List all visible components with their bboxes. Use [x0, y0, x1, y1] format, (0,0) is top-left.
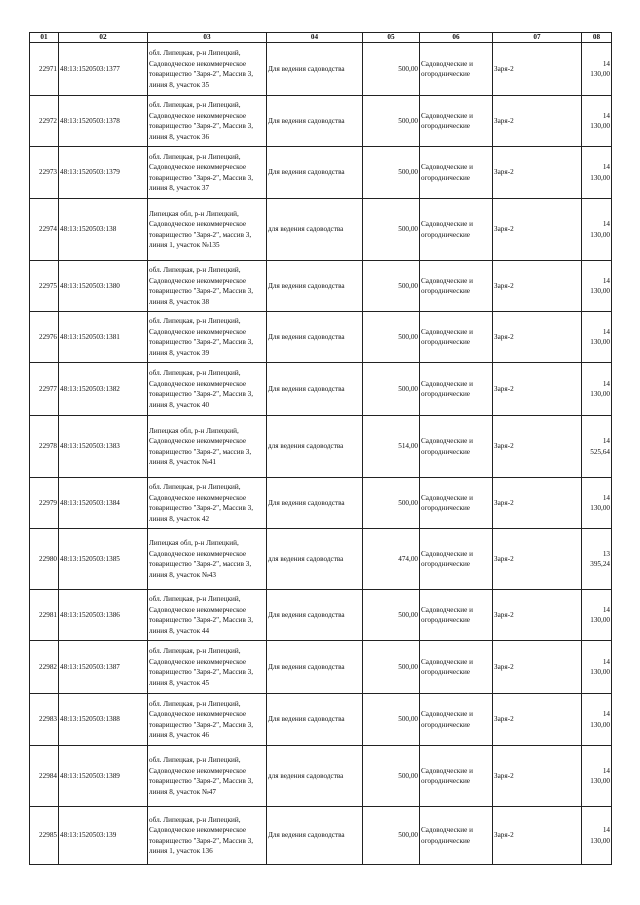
cadastral-value-cell: 14 130,00	[582, 261, 612, 312]
address-cell	[148, 529, 267, 590]
row-number-cell: 22975	[30, 261, 59, 312]
address-text: обл. Липецкая, р-н Липецкий, Садоводческое некоммерческое товарищество "Заря-2", Массив 3, линия 8, участок 38	[149, 266, 254, 306]
area-value-cell: 500,00	[363, 478, 420, 529]
land-category-cell: Садоводческие и огороднические	[420, 529, 493, 590]
address-cell	[148, 807, 267, 865]
row-number-cell: 22980	[30, 529, 59, 590]
land-category-cell: Садоводческие и огороднические	[420, 261, 493, 312]
cadastral-value-cell: 14 130,00	[582, 147, 612, 199]
cadastral-value-cell: 14 130,00	[582, 363, 612, 416]
address-text: Липецкая обл, р-н Липецкий, Садоводческое некоммерческое товарищество "Заря-2", массив 3, линия 8, участок №43	[149, 539, 252, 579]
area-value-cell: 500,00	[363, 363, 420, 416]
address-cell	[148, 694, 267, 746]
row-number-cell: 22978	[30, 416, 59, 478]
row-number-cell: 22982	[30, 641, 59, 694]
cadastral-number-cell: 48:13:1520503:1383	[59, 416, 148, 478]
address-cell	[148, 590, 267, 641]
row-number-cell: 22981	[30, 590, 59, 641]
partnership-name-cell: Заря-2	[493, 312, 582, 363]
area-value-cell: 500,00	[363, 694, 420, 746]
partnership-name-cell: Заря-2	[493, 478, 582, 529]
land-category-cell: Садоводческие и огороднические	[420, 478, 493, 529]
land-category-cell: Садоводческие и огороднические	[420, 199, 493, 261]
permitted-use-cell: Для ведения садоводства	[267, 43, 363, 96]
land-category-cell: Садоводческие и огороднические	[420, 363, 493, 416]
column-header-08: 08	[582, 33, 612, 43]
partnership-name-cell: Заря-2	[493, 807, 582, 865]
permitted-use-cell: Для ведения садоводства	[267, 261, 363, 312]
cadastral-value-cell: 14 130,00	[582, 199, 612, 261]
area-value-cell: 500,00	[363, 147, 420, 199]
table-row	[30, 694, 612, 746]
table-row	[30, 96, 612, 147]
address-text: обл. Липецкая, р-н Липецкий, Садоводческое некоммерческое товарищество "Заря-2", Массив 3, линия 8, участок 37	[149, 152, 254, 192]
permitted-use-cell: для ведения садоводства	[267, 529, 363, 590]
area-value-cell: 500,00	[363, 199, 420, 261]
table-row	[30, 261, 612, 312]
land-category-cell: Садоводческие и огороднические	[420, 416, 493, 478]
land-category-cell: Садоводческие и огороднические	[420, 746, 493, 807]
address-text: Липецкая обл, р-н Липецкий, Садоводческое некоммерческое товарищество "Заря-2", массив 3, линия 1, участок №135	[149, 209, 252, 249]
partnership-name-cell: Заря-2	[493, 746, 582, 807]
cadastral-number-cell: 48:13:1520503:1381	[59, 312, 148, 363]
partnership-name-cell: Заря-2	[493, 96, 582, 147]
partnership-name-cell: Заря-2	[493, 261, 582, 312]
area-value-cell: 500,00	[363, 312, 420, 363]
row-number-cell: 22974	[30, 199, 59, 261]
row-number-cell: 22973	[30, 147, 59, 199]
cadastral-number-cell: 48:13:1520503:1384	[59, 478, 148, 529]
cadastral-number-cell: 48:13:1520503:1389	[59, 746, 148, 807]
area-value-cell: 500,00	[363, 43, 420, 96]
area-value-cell: 474,00	[363, 529, 420, 590]
land-category-cell: Садоводческие и огороднические	[420, 312, 493, 363]
table-row	[30, 199, 612, 261]
cadastral-number-cell: 48:13:1520503:1377	[59, 43, 148, 96]
cadastral-value-cell: 14 130,00	[582, 746, 612, 807]
address-text: обл. Липецкая, р-н Липецкий, Садоводческое некоммерческое товарищество "Заря-2", Массив 3, линия 8, участок 45	[149, 647, 254, 687]
permitted-use-cell: для ведения садоводства	[267, 199, 363, 261]
table-row	[30, 416, 612, 478]
permitted-use-cell: Для ведения садоводства	[267, 694, 363, 746]
land-category-cell: Садоводческие и огороднические	[420, 96, 493, 147]
area-value-cell: 500,00	[363, 261, 420, 312]
cadastral-number-cell: 48:13:1520503:1379	[59, 147, 148, 199]
permitted-use-cell: Для ведения садоводства	[267, 312, 363, 363]
address-text: обл. Липецкая, р-н Липецкий, Садоводческое некоммерческое товарищество "Заря-2", Массив 3, линия 8, участок №47	[149, 756, 254, 796]
partnership-name-cell: Заря-2	[493, 529, 582, 590]
address-text: обл. Липецкая, р-н Липецкий, Садоводческое некоммерческое товарищество "Заря-2", Массив 3, линия 8, участок 35	[149, 49, 254, 89]
address-cell	[148, 478, 267, 529]
land-category-cell: Садоводческие и огороднические	[420, 147, 493, 199]
address-cell	[148, 363, 267, 416]
table-row	[30, 529, 612, 590]
address-text: Липецкая обл, р-н Липецкий, Садоводческое некоммерческое товарищество "Заря-2", массив 3, линия 8, участок №41	[149, 426, 252, 466]
cadastral-number-cell: 48:13:1520503:1380	[59, 261, 148, 312]
area-value-cell: 500,00	[363, 641, 420, 694]
cadastral-value-cell: 14 130,00	[582, 96, 612, 147]
cadastral-number-cell: 48:13:1520503:1388	[59, 694, 148, 746]
land-category-cell: Садоводческие и огороднические	[420, 641, 493, 694]
partnership-name-cell: Заря-2	[493, 43, 582, 96]
cadastral-number-cell: 48:13:1520503:139	[59, 807, 148, 865]
column-header-04: 04	[267, 33, 363, 43]
address-cell	[148, 43, 267, 96]
address-cell	[148, 416, 267, 478]
area-value-cell: 500,00	[363, 807, 420, 865]
row-number-cell: 22983	[30, 694, 59, 746]
address-text: обл. Липецкая, р-н Липецкий, Садоводческое некоммерческое товарищество "Заря-2", Массив 3, линия 8, участок 40	[149, 369, 254, 409]
table-row	[30, 363, 612, 416]
row-number-cell: 22985	[30, 807, 59, 865]
row-number-cell: 22977	[30, 363, 59, 416]
table-row	[30, 641, 612, 694]
row-number-cell: 22972	[30, 96, 59, 147]
table-row	[30, 590, 612, 641]
partnership-name-cell: Заря-2	[493, 416, 582, 478]
column-header-06: 06	[420, 33, 493, 43]
table-row	[30, 43, 612, 96]
cadastral-value-cell: 13 395,24	[582, 529, 612, 590]
partnership-name-cell: Заря-2	[493, 363, 582, 416]
area-value-cell: 500,00	[363, 590, 420, 641]
partnership-name-cell: Заря-2	[493, 694, 582, 746]
permitted-use-cell: Для ведения садоводства	[267, 147, 363, 199]
table-row	[30, 807, 612, 865]
column-header-05: 05	[363, 33, 420, 43]
cadastral-value-cell: 14 130,00	[582, 590, 612, 641]
permitted-use-cell: для ведения садоводства	[267, 746, 363, 807]
permitted-use-cell: для ведения садоводства	[267, 416, 363, 478]
column-header-01: 01	[30, 33, 59, 43]
partnership-name-cell: Заря-2	[493, 199, 582, 261]
address-text: обл. Липецкая, р-н Липецкий, Садоводческое некоммерческое товарищество "Заря-2", Массив 3, линия 8, участок 39	[149, 317, 254, 357]
address-cell	[148, 312, 267, 363]
cadastral-number-cell: 48:13:1520503:1382	[59, 363, 148, 416]
land-category-cell: Садоводческие и огороднические	[420, 807, 493, 865]
header-row	[30, 33, 612, 43]
address-cell	[148, 261, 267, 312]
address-cell	[148, 641, 267, 694]
partnership-name-cell: Заря-2	[493, 147, 582, 199]
table-body	[30, 43, 612, 865]
cadastral-value-cell: 14 525,64	[582, 416, 612, 478]
row-number-cell: 22979	[30, 478, 59, 529]
table-row	[30, 746, 612, 807]
address-text: обл. Липецкая, р-н Липецкий, Садоводческое некоммерческое товарищество "Заря-2", Массив 3, линия 8, участок 36	[149, 101, 254, 141]
area-value-cell: 500,00	[363, 746, 420, 807]
cadastral-value-cell: 14 130,00	[582, 807, 612, 865]
cadastral-number-cell: 48:13:1520503:1385	[59, 529, 148, 590]
address-cell	[148, 147, 267, 199]
address-cell	[148, 199, 267, 261]
address-cell	[148, 746, 267, 807]
cadastral-number-cell: 48:13:1520503:1387	[59, 641, 148, 694]
permitted-use-cell: Для ведения садоводства	[267, 96, 363, 147]
column-header-07: 07	[493, 33, 582, 43]
permitted-use-cell: Для ведения садоводства	[267, 807, 363, 865]
land-category-cell: Садоводческие и огороднические	[420, 43, 493, 96]
table-row	[30, 478, 612, 529]
cadastral-value-cell: 14 130,00	[582, 478, 612, 529]
address-text: обл. Липецкая, р-н Липецкий, Садоводческое некоммерческое товарищество "Заря-2", Массив 3, линия 8, участок 44	[149, 595, 254, 635]
permitted-use-cell: Для ведения садоводства	[267, 478, 363, 529]
cadastral-value-table	[29, 32, 612, 865]
table-row	[30, 312, 612, 363]
cadastral-value-cell: 14 130,00	[582, 312, 612, 363]
address-cell	[148, 96, 267, 147]
partnership-name-cell: Заря-2	[493, 641, 582, 694]
land-category-cell: Садоводческие и огороднические	[420, 694, 493, 746]
partnership-name-cell: Заря-2	[493, 590, 582, 641]
column-header-03: 03	[148, 33, 267, 43]
address-text: обл. Липецкая, р-н Липецкий, Садоводческое некоммерческое товарищество "Заря-2", Массив 3, линия 1, участок 136	[149, 815, 254, 855]
area-value-cell: 500,00	[363, 96, 420, 147]
table-header	[30, 33, 612, 43]
area-value-cell: 514,00	[363, 416, 420, 478]
cadastral-number-cell: 48:13:1520503:1386	[59, 590, 148, 641]
address-text: обл. Липецкая, р-н Липецкий, Садоводческое некоммерческое товарищество "Заря-2", Массив 3, линия 8, участок 46	[149, 699, 254, 739]
permitted-use-cell: Для ведения садоводства	[267, 641, 363, 694]
land-category-cell: Садоводческие и огороднические	[420, 590, 493, 641]
permitted-use-cell: Для ведения садоводства	[267, 590, 363, 641]
row-number-cell: 22984	[30, 746, 59, 807]
row-number-cell: 22976	[30, 312, 59, 363]
cadastral-number-cell: 48:13:1520503:138	[59, 199, 148, 261]
cadastral-value-cell: 14 130,00	[582, 694, 612, 746]
row-number-cell: 22971	[30, 43, 59, 96]
cadastral-value-cell: 14 130,00	[582, 641, 612, 694]
cadastral-number-cell: 48:13:1520503:1378	[59, 96, 148, 147]
column-header-02: 02	[59, 33, 148, 43]
permitted-use-cell: Для ведения садоводства	[267, 363, 363, 416]
table-row	[30, 147, 612, 199]
cadastral-value-cell: 14 130,00	[582, 43, 612, 96]
address-text: обл. Липецкая, р-н Липецкий, Садоводческое некоммерческое товарищество "Заря-2", Массив 3, линия 8, участок 42	[149, 483, 254, 523]
